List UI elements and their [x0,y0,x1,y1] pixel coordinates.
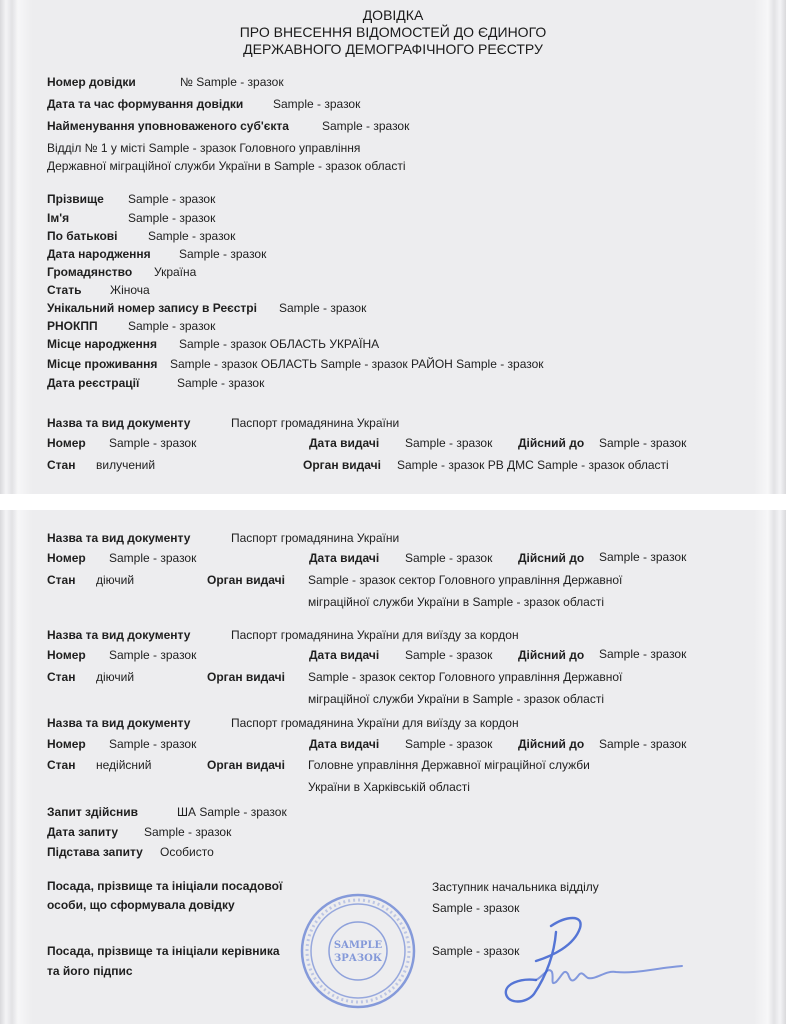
valid-until-value: Sample - зразок [599,436,687,450]
valid-until-label: Дійсний до [518,648,585,662]
birthdate-label: Дата народження [47,247,151,261]
valid-until-label: Дійсний до [518,436,585,450]
status-value: недійсний [96,758,152,772]
status-value: діючий [96,573,135,587]
rnokpp-value: Sample - зразок [128,319,216,333]
surname-value: Sample - зразок [128,192,216,206]
residence-label: Місце проживання [47,357,158,371]
doc-number-label: Номер [47,436,86,450]
doc-number-value: Sample - зразок [109,737,197,751]
name-label: Ім'я [47,211,70,225]
handwritten-signature [496,906,686,1010]
status-label: Стан [47,670,76,684]
official-name: Sample - зразок [432,901,520,915]
authority-label: Орган видачі [207,670,285,684]
surname-label: Прізвище [47,192,104,206]
authority-value-line2: України в Харківській області [308,780,470,794]
record-number-label: Унікальний номер запису в Реєстрі [47,301,257,315]
patronymic-label: По батькові [47,229,118,243]
authority-value: Sample - зразок РВ ДМС Sample - зразок області [397,458,669,472]
request-made-by-value: ША Sample - зразок [177,805,287,819]
head-label-line1: Посада, прізвище та ініціали керівника [47,944,280,958]
birthdate-value: Sample - зразок [179,247,267,261]
cert-number-value: № Sample - зразок [180,75,284,89]
status-label: Стан [47,573,76,587]
paper-edge-left [0,510,32,1024]
datetime-label: Дата та час формування довідки [47,97,244,111]
authority-label: Орган видачі [207,758,285,772]
issue-date-value: Sample - зразок [405,737,493,751]
doc-title: ДОВІДКА [362,7,424,23]
subject-value: Sample - зразок [322,119,410,133]
cert-number-label: Номер довідки [47,75,136,89]
doc-name-label: Назва та вид документу [47,416,191,430]
stamp-text-line2: ЗРАЗОК [334,953,382,964]
stamp-text-line1: SAMPLE [333,940,383,951]
valid-until-label: Дійсний до [518,551,585,565]
valid-until-value: Sample - зразок [599,737,687,751]
issue-date-value: Sample - зразок [405,648,493,662]
doc-number-label: Номер [47,648,86,662]
doc-name-value: Паспорт громадянина України для виїзду за кордон [231,628,519,642]
authority-value-line1: Головне управління Державної міграційної служби [308,758,590,772]
request-basis-label: Підстава запиту [47,845,143,859]
authority-value-line1: Sample - зразок сектор Головного управління Державної [308,573,623,587]
issue-date-label: Дата видачі [309,436,380,450]
official-stamp [300,893,416,1009]
official-position: Заступник начальника відділу [432,880,599,894]
paper-edge-right [754,0,786,494]
rnokpp-label: РНОКПП [47,319,98,333]
sex-value: Жіноча [110,283,150,297]
doc-name-label: Назва та вид документу [47,531,191,545]
authority-label: Орган видачі [303,458,381,472]
doc-number-label: Номер [47,551,86,565]
dept-line2: Державної міграційної служби України в Sample - зразок області [47,159,406,173]
patronymic-value: Sample - зразок [148,229,236,243]
status-value: діючий [96,670,135,684]
paper-edge-left [0,0,32,494]
citizenship-label: Громадянство [47,265,133,279]
doc-name-label: Назва та вид документу [47,716,191,730]
name-value: Sample - зразок [128,211,216,225]
issue-date-value: Sample - зразок [405,551,493,565]
doc-title-line2: ПРО ВНЕСЕННЯ ВІДОМОСТЕЙ ДО ЄДИНОГО [239,24,547,40]
sex-label: Стать [47,283,82,297]
head-label-line2: та його підпис [47,964,133,978]
doc-name-label: Назва та вид документу [47,628,191,642]
official-label-line2: особи, що сформувала довідку [47,898,235,912]
authority-label: Орган видачі [207,573,285,587]
registration-date-label: Дата реєстрації [47,376,140,390]
doc-name-value: Паспорт громадянина України для виїзду за кордон [231,716,519,730]
authority-value-line2: міграційної служби України в Sample - зразок області [308,595,604,609]
issue-date-value: Sample - зразок [405,436,493,450]
valid-until-value: Sample - зразок [599,647,687,661]
request-date-label: Дата запиту [47,825,119,839]
valid-until-value: Sample - зразок [599,550,687,564]
status-value: вилучений [96,458,156,472]
authority-value-line1: Sample - зразок сектор Головного управління Державної [308,670,623,684]
request-made-by-label: Запит здійснив [47,805,138,819]
datetime-value: Sample - зразок [273,97,361,111]
doc-title-line3: ДЕРЖАВНОГО ДЕМОГРАФІЧНОГО РЕЄСТРУ [243,41,543,57]
birthplace-label: Місце народження [47,337,157,351]
status-label: Стан [47,458,76,472]
doc-name-value: Паспорт громадянина України [231,416,400,430]
doc-number-value: Sample - зразок [109,436,197,450]
status-label: Стан [47,758,76,772]
official-label-line1: Посада, прізвище та ініціали посадової [47,879,283,893]
subject-label: Найменування уповноваженого суб'єкта [47,119,289,133]
registration-date-value: Sample - зразок [177,376,265,390]
doc-name-value: Паспорт громадянина України [231,531,400,545]
paper-edge-right [754,510,786,1024]
issue-date-label: Дата видачі [309,737,380,751]
dept-line1: Відділ № 1 у місті Sample - зразок Головного управління [47,141,361,155]
authority-value-line2: міграційної служби України в Sample - зразок області [308,692,604,706]
issue-date-label: Дата видачі [309,648,380,662]
residence-value: Sample - зразок ОБЛАСТЬ Sample - зразок РАЙОН Sample - зразок [170,357,544,371]
citizenship-value: Україна [154,265,197,279]
doc-number-value: Sample - зразок [109,648,197,662]
issue-date-label: Дата видачі [309,551,380,565]
record-number-value: Sample - зразок [279,301,367,315]
doc-number-label: Номер [47,737,86,751]
head-name: Sample - зразок [432,944,520,958]
request-date-value: Sample - зразок [144,825,232,839]
birthplace-value: Sample - зразок ОБЛАСТЬ УКРАЇНА [179,337,380,351]
doc-number-value: Sample - зразок [109,551,197,565]
valid-until-label: Дійсний до [518,737,585,751]
request-basis-value: Особисто [160,845,214,859]
